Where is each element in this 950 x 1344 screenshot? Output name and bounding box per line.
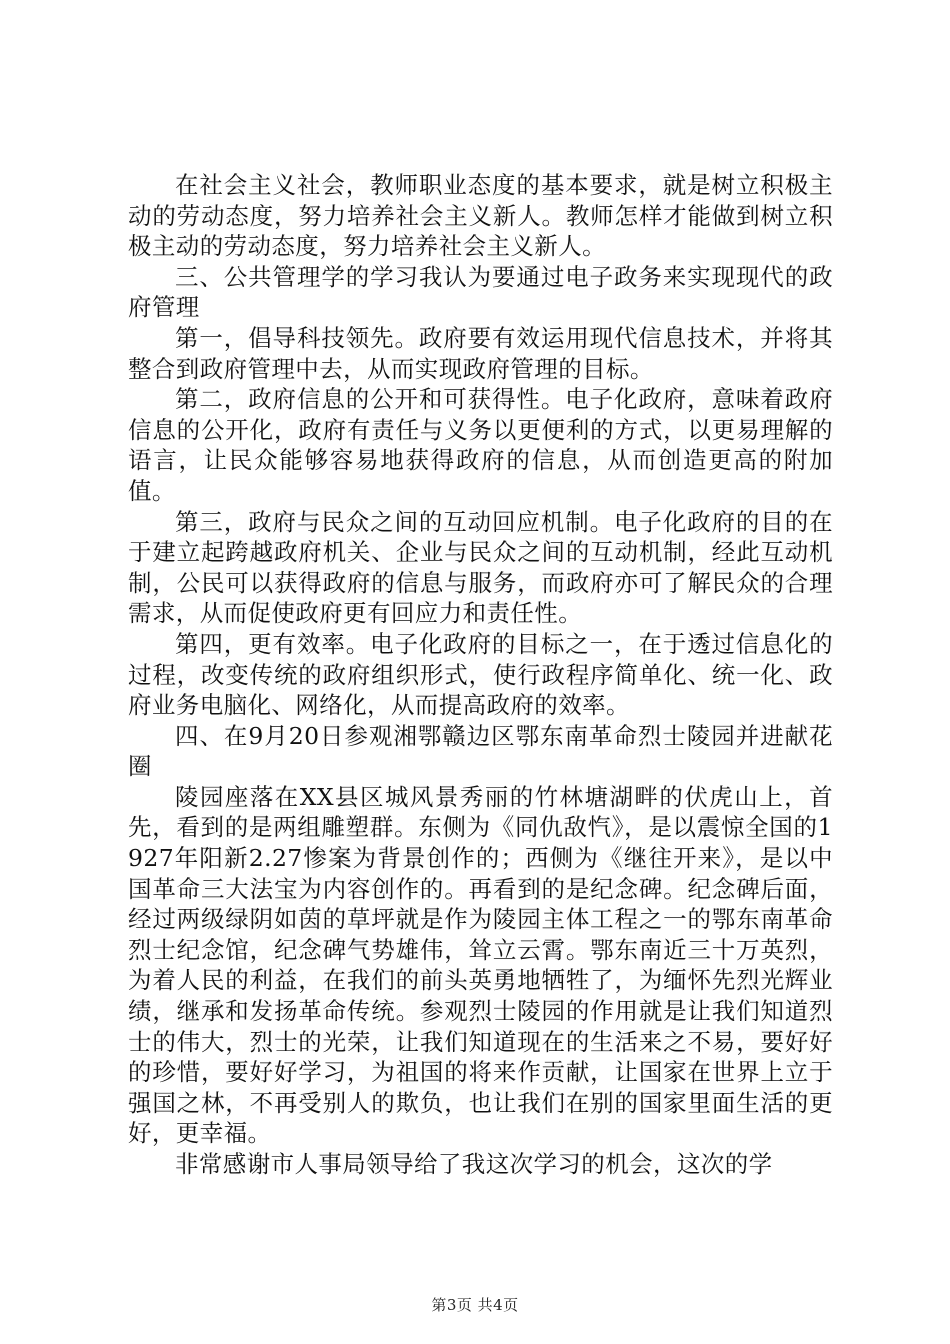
paragraph-point-two: 第二，政府信息的公开和可获得性。电子化政府，意味着政府信息的公开化，政府有责任与义务以更便利的方式，以更易理解的语言，让民众能够容易地获得政府的信息，从而创造更高的附加值。 [128,385,833,505]
paragraph-teacher-attitude: 在社会主义社会，教师职业态度的基本要求，就是树立积极主动的劳动态度，努力培养社会主义新人。教师怎样才能做到树立积极主动的劳动态度，努力培养社会主义新人。 [128,171,833,261]
paragraph-cemetery-description: 陵园座落在XX县区城风景秀丽的竹林塘湖畔的伏虎山上，首先，看到的是两组雕塑群。东侧为《同仇敌忾》，是以震惊全国的1927年阳新2.27惨案为背景创作的；西侧为《继往开来》，是以中国革命三大法宝为内容创作的。再看到的是纪念碑。纪念碑后面，经过两级绿阴如茵的草坪就是作为陵园主体工程之一的鄂东南革命烈士纪念馆，纪念碑气势雄伟，耸立云霄。鄂东南近三十万英烈，为着人民的利益，在我们的前头英勇地牺牲了，为缅怀先烈光辉业绩，继承和发扬革命传统。参观烈士陵园的作用就是让我们知道烈士的伟大，烈士的光荣，让我们知道现在的生活来之不易，要好好的珍惜，要好好学习，为祖国的将来作贡献，让国家在世界上立于强国之林，不再受别人的欺负，也让我们在别的国家里面生活的更好，更幸福。 [128,782,833,1148]
paragraph-point-one: 第一，倡导科技领先。政府要有效运用现代信息技术，并将其整合到政府管理中去，从而实现政府管理的目标。 [128,323,833,383]
document-body [128,170,833,1180]
heading-public-management: 三、公共管理学的学习我认为要通过电子政务来实现现代的政府管理 [128,262,833,322]
paragraph-point-three: 第三，政府与民众之间的互动回应机制。电子化政府的目的在于建立起跨越政府机关、企业与民众之间的互动机制，经此互动机制，公民可以获得政府的信息与服务，而政府亦可了解民众的合理需求，从而促使政府更有回应力和责任性。 [128,507,833,628]
page-number-label: 第3页 共4页 [431,1296,519,1314]
heading-cemetery-visit: 四、在9月20日参观湘鄂赣边区鄂东南革命烈士陵园并进献花圈 [128,721,833,781]
paragraph-thanks: 非常感谢市人事局领导给了我这次学习的机会，这次的学 [175,1150,773,1178]
page-footer [0,1294,950,1315]
paragraph-point-four: 第四，更有效率。电子化政府的目标之一，在于透过信息化的过程，改变传统的政府组织形式，使行政程序简单化、统一化、政府业务电脑化、网络化，从而提高政府的效率。 [128,629,833,720]
